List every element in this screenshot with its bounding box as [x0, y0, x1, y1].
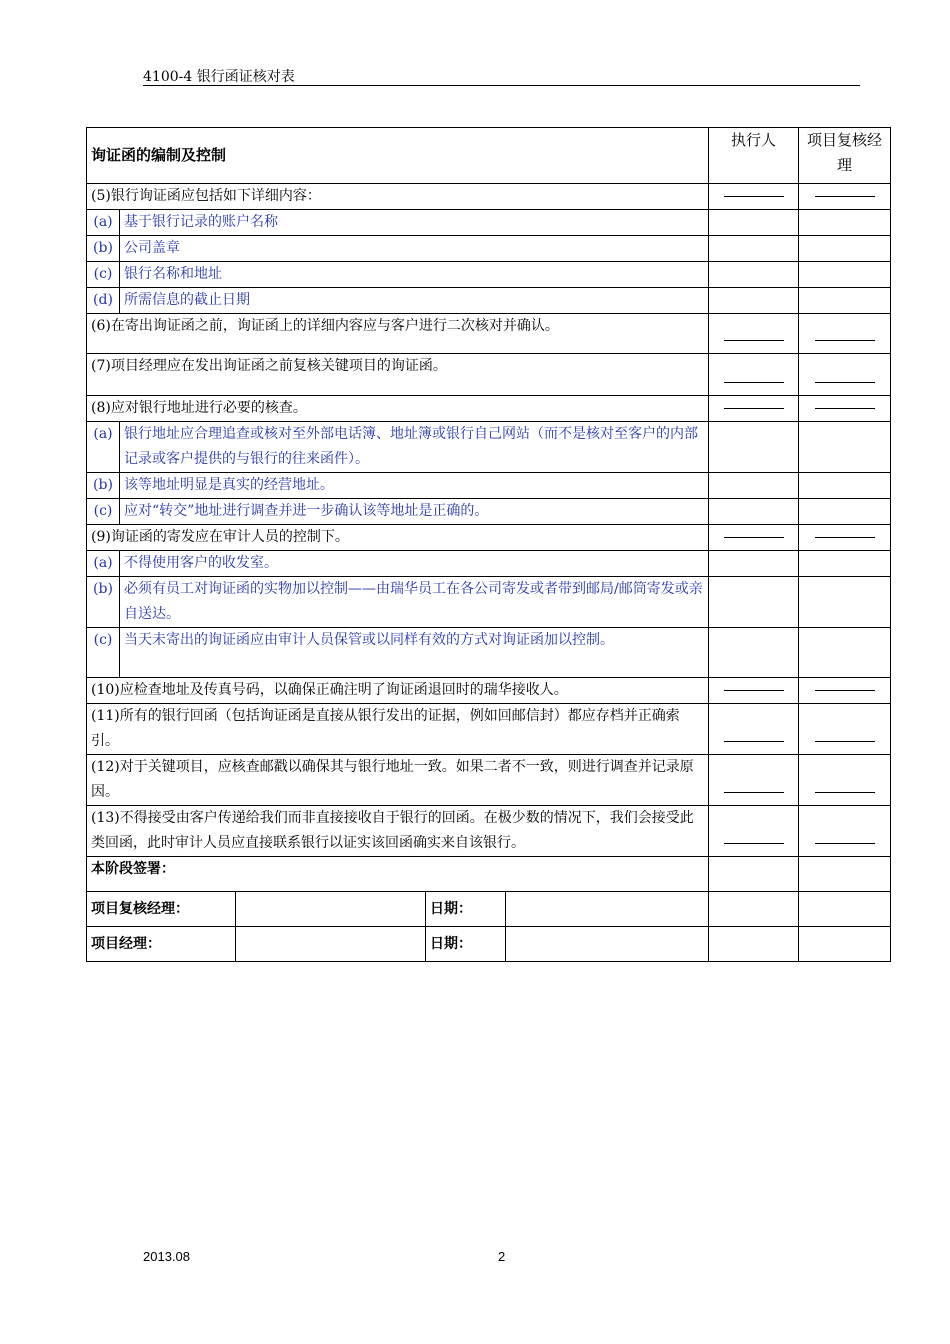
reviewer-signature-line[interactable]	[799, 184, 891, 210]
reviewer-cell[interactable]	[799, 473, 891, 499]
footer-date: 2013.08	[143, 1249, 190, 1264]
sub-item-text: 必须有员工对询证函的实物加以控制——由瑞华员工在各公司寄发或者带到邮局/邮筒寄发或亲自送达。	[120, 577, 709, 628]
table-row	[87, 678, 891, 704]
table-row	[87, 262, 891, 288]
manager-signoff-row	[87, 927, 891, 962]
executor-column-header: 执行人	[709, 128, 799, 184]
sub-item-text: 银行名称和地址	[120, 262, 709, 288]
table-row	[87, 210, 891, 236]
executor-cell[interactable]	[709, 551, 799, 577]
reviewer-cell[interactable]	[799, 628, 891, 678]
sub-item-label: (c)	[87, 262, 120, 288]
executor-cell[interactable]	[709, 288, 799, 314]
reviewer-cell[interactable]	[799, 422, 891, 473]
sub-item-text: 该等地址明显是真实的经营地址。	[120, 473, 709, 499]
reviewer-cell[interactable]	[799, 288, 891, 314]
reviewer-signature-line[interactable]	[799, 525, 891, 551]
signoff-title: 本阶段签署：	[87, 857, 709, 892]
table-row	[87, 806, 891, 857]
executor-cell[interactable]	[709, 577, 799, 628]
reviewer-cell[interactable]	[799, 499, 891, 525]
reviewer-signoff-label: 项目复核经理：	[87, 892, 236, 927]
table-row	[87, 184, 891, 210]
sub-item-text: 不得使用客户的收发室。	[120, 551, 709, 577]
manager-date-field[interactable]	[506, 927, 709, 962]
executor-signature-line[interactable]	[709, 755, 799, 806]
reviewer-signature-line[interactable]	[799, 678, 891, 704]
sub-item-label: (b)	[87, 236, 120, 262]
signoff-title-row	[87, 857, 891, 892]
executor-cell[interactable]	[709, 210, 799, 236]
table-row	[87, 499, 891, 525]
sub-item-text: 银行地址应合理追查或核对至外部电话簿、地址簿或银行自己网站（而不是核对至客户的内部记录或客户提供的与银行的往来函件）。	[120, 422, 709, 473]
table-row	[87, 354, 891, 396]
executor-cell[interactable]	[709, 262, 799, 288]
reviewer-cell[interactable]	[799, 210, 891, 236]
item-text: (13)不得接受由客户传递给我们而非直接接收自于银行的回函。在极少数的情况下，我们会接受此类回函，此时审计人员应直接联系银行以证实该回函确实来自该银行。	[87, 806, 709, 857]
reviewer-cell[interactable]	[799, 262, 891, 288]
manager-signoff-label: 项目经理：	[87, 927, 236, 962]
sub-item-text: 所需信息的截止日期	[120, 288, 709, 314]
sub-item-label: (a)	[87, 551, 120, 577]
sub-item-label: (b)	[87, 577, 120, 628]
reviewer-cell[interactable]	[799, 551, 891, 577]
document-header-title: 4100-4 银行函证核对表	[143, 69, 295, 85]
sub-item-label: (c)	[87, 628, 120, 678]
sub-item-text: 当天未寄出的询证函应由审计人员保管或以同样有效的方式对询证函加以控制。	[120, 628, 709, 678]
reviewer-signature-line[interactable]	[799, 704, 891, 755]
reviewer-date-field[interactable]	[506, 892, 709, 927]
reviewer-signature-line[interactable]	[799, 806, 891, 857]
sub-item-label: (a)	[87, 210, 120, 236]
table-row	[87, 551, 891, 577]
executor-signature-line[interactable]	[709, 704, 799, 755]
table-row	[87, 525, 891, 551]
reviewer-signoff-row	[87, 892, 891, 927]
item-text: (11)所有的银行回函（包括询证函是直接从银行发出的证据，例如回邮信封）都应存档并正确索引。	[87, 704, 709, 755]
table-row	[87, 288, 891, 314]
table-row	[87, 422, 891, 473]
item-text: (10)应检查地址及传真号码，以确保正确注明了询证函退回时的瑞华接收人。	[87, 678, 709, 704]
table-row	[87, 236, 891, 262]
executor-signature-line[interactable]	[709, 314, 799, 354]
executor-signature-line[interactable]	[709, 354, 799, 396]
reviewer-signature-line[interactable]	[799, 314, 891, 354]
executor-cell[interactable]	[709, 499, 799, 525]
reviewer-signature-line[interactable]	[799, 354, 891, 396]
sub-item-label: (d)	[87, 288, 120, 314]
executor-signature-line[interactable]	[709, 396, 799, 422]
executor-cell[interactable]	[709, 473, 799, 499]
reviewer-column-header: 项目复核经理	[799, 128, 891, 184]
executor-cell[interactable]	[709, 628, 799, 678]
executor-cell[interactable]	[709, 422, 799, 473]
sub-item-text: 基于银行记录的账户名称	[120, 210, 709, 236]
header-divider	[143, 85, 860, 86]
item-text: (9)询证函的寄发应在审计人员的控制下。	[87, 525, 709, 551]
executor-signature-line[interactable]	[709, 678, 799, 704]
reviewer-signature-field[interactable]	[236, 892, 426, 927]
item-text: (5)银行询证函应包括如下详细内容：	[87, 184, 709, 210]
item-text: (8)应对银行地址进行必要的核查。	[87, 396, 709, 422]
reviewer-signature-line[interactable]	[799, 755, 891, 806]
sub-item-label: (a)	[87, 422, 120, 473]
item-text: (6)在寄出询证函之前，询证函上的详细内容应与客户进行二次核对并确认。	[87, 314, 709, 354]
table-row	[87, 314, 891, 354]
table-row	[87, 628, 891, 678]
reviewer-cell[interactable]	[799, 236, 891, 262]
page-number: 2	[498, 1249, 506, 1264]
table-row	[87, 755, 891, 806]
table-row	[87, 704, 891, 755]
sub-item-label: (c)	[87, 499, 120, 525]
table-row	[87, 473, 891, 499]
sub-item-label: (b)	[87, 473, 120, 499]
executor-signature-line[interactable]	[709, 525, 799, 551]
item-text: (12)对于关键项目，应核查邮戳以确保其与银行地址一致。如果二者不一致，则进行调查并记录原因。	[87, 755, 709, 806]
item-text: (7)项目经理应在发出询证函之前复核关键项目的询证函。	[87, 354, 709, 396]
table-row	[87, 396, 891, 422]
manager-date-label: 日期：	[426, 927, 506, 962]
executor-signature-line[interactable]	[709, 806, 799, 857]
checklist-table	[86, 127, 891, 962]
table-row	[87, 577, 891, 628]
executor-signature-line[interactable]	[709, 184, 799, 210]
reviewer-date-label: 日期：	[426, 892, 506, 927]
executor-cell[interactable]	[709, 236, 799, 262]
sub-item-text: 公司盖章	[120, 236, 709, 262]
reviewer-signature-line[interactable]	[799, 396, 891, 422]
manager-signature-field[interactable]	[236, 927, 426, 962]
sub-item-text: 应对“转交”地址进行调查并进一步确认该等地址是正确的。	[120, 499, 709, 525]
section-title: 询证函的编制及控制	[87, 128, 709, 184]
reviewer-cell[interactable]	[799, 577, 891, 628]
